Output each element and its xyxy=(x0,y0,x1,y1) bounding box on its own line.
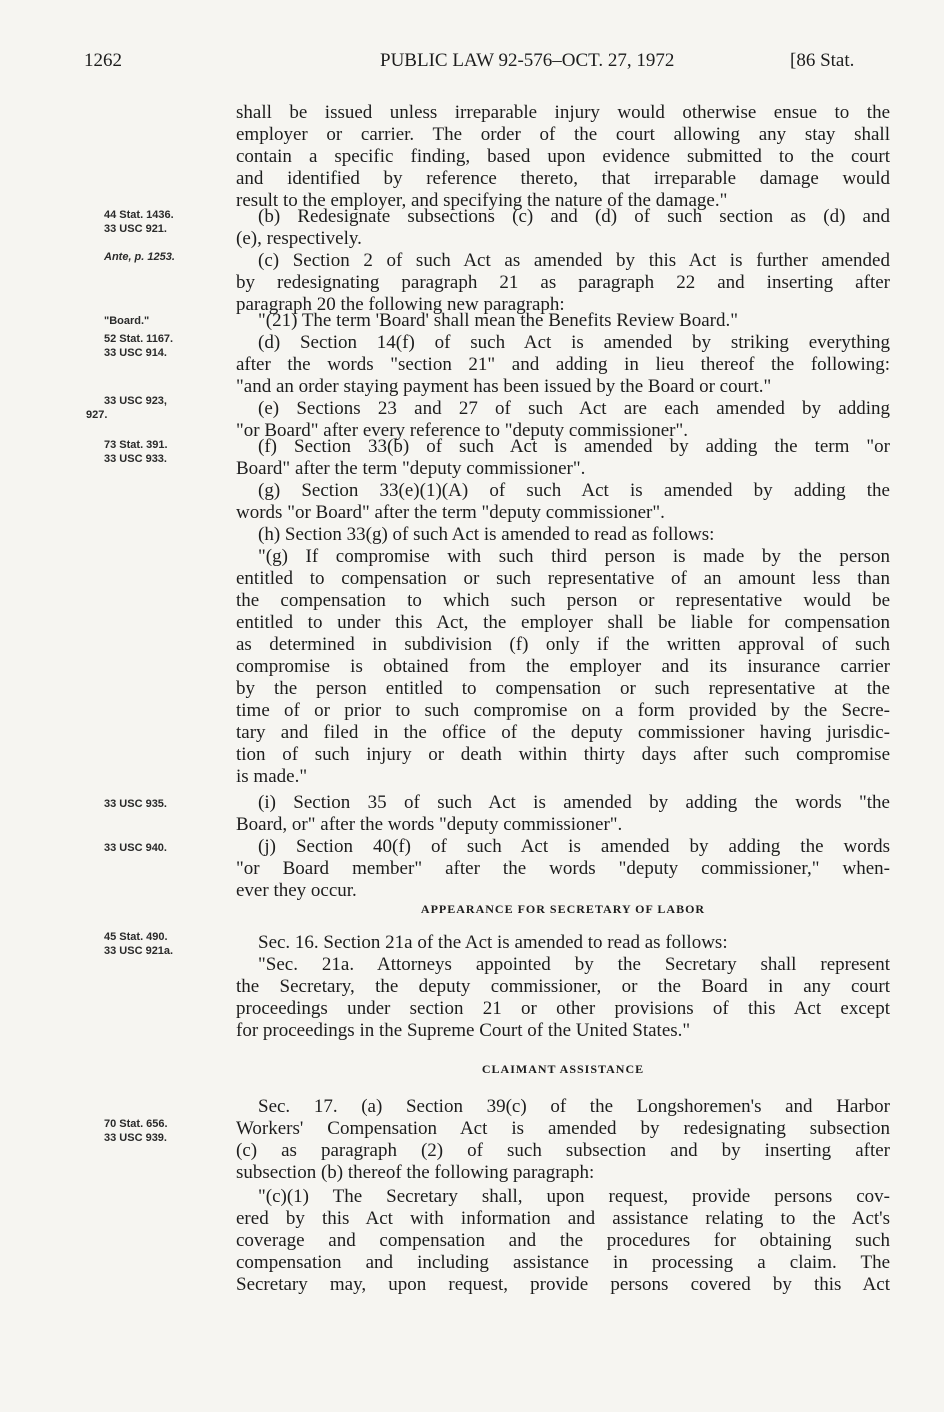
body-line: (c) as paragraph (2) of such subsection and by inserting after xyxy=(236,1140,890,1161)
margin-note-line: 927. xyxy=(86,409,108,421)
body-line: time of or prior to such compromise on a form provided by the Secre- xyxy=(236,700,890,721)
running-header xyxy=(0,50,944,84)
margin-note-line: 33 USC 914. xyxy=(104,347,167,359)
margin-note xyxy=(104,314,149,328)
body-line: "(21) The term 'Board' shall mean the Benefits Review Board." xyxy=(258,310,738,331)
body-line: Sec. 17. (a) Section 39(c) of the Longshoremen's and Harbor xyxy=(258,1096,890,1117)
body-line: result to the employer, and specifying the nature of the damage." xyxy=(236,190,728,211)
margin-note-line: 33 USC 935. xyxy=(104,798,167,810)
margin-note xyxy=(104,250,175,264)
body-line: as determined in subdivision (f) only if the written approval of such xyxy=(236,634,890,655)
body-line: tion of such injury or death within thirty days after such compromise xyxy=(236,744,890,765)
margin-note-line: Ante, p. 1253. xyxy=(104,251,175,263)
body-line: by redesignating paragraph 21 as paragraph 22 and inserting after xyxy=(236,272,890,293)
body-line: "(g) If compromise with such third person is made by the person xyxy=(258,546,890,567)
body-line: paragraph 20 the following new paragraph: xyxy=(236,294,565,315)
body-line: (g) Section 33(e)(1)(A) of such Act is amended by adding the xyxy=(258,480,890,501)
body-line: Workers' Compensation Act is amended by redesignating subsection xyxy=(236,1118,890,1139)
body-line: Board, or" after the words "deputy commissioner". xyxy=(236,814,623,835)
margin-note-line: 52 Stat. 1167. xyxy=(104,333,174,345)
margin-note xyxy=(104,1117,168,1145)
body-line: shall be issued unless irreparable injury would otherwise ensue to the xyxy=(236,102,890,123)
body-line: (f) Section 33(b) of such Act is amended by adding the term "or xyxy=(258,436,890,457)
body-line: entitled to compensation or such representative of an amount less than xyxy=(236,568,890,589)
body-line: proceedings under section 21 or other provisions of this Act except xyxy=(236,998,890,1019)
section-heading: CLAIMANT ASSISTANCE xyxy=(481,1062,645,1076)
body-line: contain a specific finding, based upon evidence submitted to the court xyxy=(236,146,890,167)
body-line: (h) Section 33(g) of such Act is amended to read as follows: xyxy=(258,524,715,545)
statute-volume: [86 Stat. xyxy=(790,50,855,71)
body-line: coverage and compensation and the procedures for obtaining such xyxy=(236,1230,890,1251)
body-line: subsection (b) thereof the following paragraph: xyxy=(236,1162,595,1183)
body-line: compromise is obtained from the employer and its insurance carrier xyxy=(236,656,890,677)
body-line: tary and filed in the office of the deputy commissioner having jurisdic- xyxy=(236,722,890,743)
body-line: after the words "section 21" and adding in lieu thereof the following: xyxy=(236,354,890,375)
body-line: the compensation to which such person or representative would be xyxy=(236,590,890,611)
margin-note xyxy=(86,394,167,422)
body-line: "or Board member" after the words "deputy commissioner," when- xyxy=(236,858,890,879)
margin-note xyxy=(104,841,167,855)
body-line: Board" after the term "deputy commissioner". xyxy=(236,458,586,479)
margin-note xyxy=(104,797,167,811)
body-line: (i) Section 35 of such Act is amended by adding the words "the xyxy=(258,792,890,813)
body-line: is made." xyxy=(236,766,308,787)
body-line: ered by this Act with information and assistance relating to the Act's xyxy=(236,1208,890,1229)
margin-note xyxy=(104,332,173,360)
margin-note-line: 44 Stat. 1436. xyxy=(104,209,174,221)
body-line: words "or Board" after the term "deputy commissioner". xyxy=(236,502,665,523)
margin-note-line: 33 USC 923, xyxy=(104,395,167,407)
body-line: (c) Section 2 of such Act as amended by this Act is further amended xyxy=(258,250,890,271)
margin-note xyxy=(104,208,174,236)
body-line: the Secretary, the deputy commissioner, or the Board in any court xyxy=(236,976,890,997)
margin-note xyxy=(104,438,168,466)
body-line: compensation and including assistance in processing a claim. The xyxy=(236,1252,890,1273)
body-line: (j) Section 40(f) of such Act is amended by adding the words xyxy=(258,836,890,857)
margin-note-line: 70 Stat. 656. xyxy=(104,1118,168,1130)
margin-note-line: 33 USC 921a. xyxy=(104,945,174,957)
body-line: entitled to under this Act, the employer shall be liable for compensation xyxy=(236,612,890,633)
law-title: PUBLIC LAW 92-576–OCT. 27, 1972 xyxy=(380,50,675,71)
body-line: "and an order staying payment has been issued by the Board or court." xyxy=(236,376,772,397)
body-line: (d) Section 14(f) of such Act is amended by striking everything xyxy=(258,332,890,353)
body-line: ever they occur. xyxy=(236,880,357,901)
margin-note-line: 33 USC 940. xyxy=(104,842,167,854)
body-line: by the person entitled to compensation or such representative at the xyxy=(236,678,890,699)
margin-note-line: 33 USC 939. xyxy=(104,1132,167,1144)
body-line: Secretary may, upon request, provide persons covered by this Act xyxy=(236,1274,890,1295)
body-line: "Sec. 21a. Attorneys appointed by the Secretary shall represent xyxy=(258,954,890,975)
margin-note-line: 73 Stat. 391. xyxy=(104,439,168,451)
body-line: for proceedings in the Supreme Court of the United States." xyxy=(236,1020,691,1041)
body-line: (e) Sections 23 and 27 of such Act are each amended by adding xyxy=(258,398,890,419)
margin-note-line: 45 Stat. 490. xyxy=(104,931,168,943)
body-line: employer or carrier. The order of the court allowing any stay shall xyxy=(236,124,890,145)
body-line: Sec. 16. Section 21a of the Act is amended to read as follows: xyxy=(258,932,728,953)
margin-note-line: "Board." xyxy=(104,315,150,327)
body-line: and identified by reference thereto, that irreparable damage would xyxy=(236,168,890,189)
body-line: (b) Redesignate subsections (c) and (d) of such section as (d) and xyxy=(258,206,890,227)
body-line: (e), respectively. xyxy=(236,228,362,249)
body-line: "(c)(1) The Secretary shall, upon request, provide persons cov- xyxy=(258,1186,890,1207)
body-line: "or Board" after every reference to "deputy commissioner". xyxy=(236,420,689,441)
section-heading: APPEARANCE FOR SECRETARY OF LABOR xyxy=(420,902,706,916)
margin-note-line: 33 USC 921. xyxy=(104,223,167,235)
margin-note-line: 33 USC 933. xyxy=(104,453,167,465)
page-number: 1262 xyxy=(84,50,122,71)
margin-note xyxy=(104,930,173,958)
